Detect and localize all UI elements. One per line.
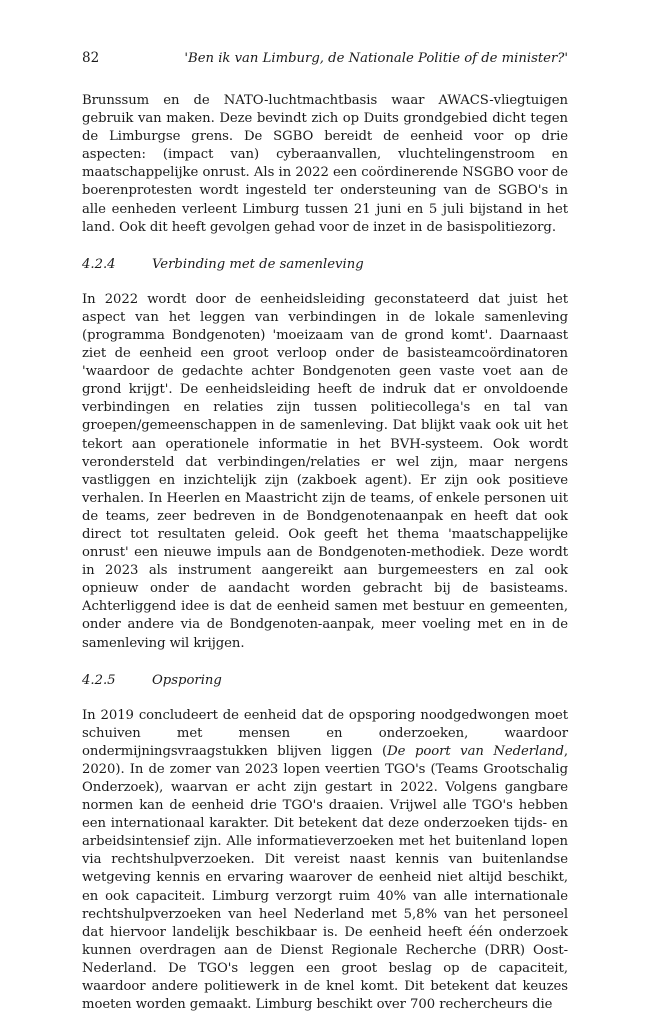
section-heading xyxy=(82,672,568,690)
paragraph: In 2022 wordt door de eenheidsleiding geconstateerd dat juist het aspect van het leggen van verbindingen in de lokale samenleving (programma Bondgenoten) 'moeizaam van de grond komt'. Daarnaast ziet de eenheid een groot verloop onder de basisteamcoördinatoren 'waardoor de gedachte achter Bondgenoten geen vaste voet aan de grond krijgt'. De eenheidsleiding heeft de indruk dat er onvoldoende verbindingen en relaties zijn tussen politiecollega's en tal van groepen/gemeenschappen in de samenleving. Dat blijkt vaak ook uit het tekort aan operationele informatie in het BVH-systeem. Ook wordt verondersteld dat verbindingen/relaties er wel zijn, maar nergens vastliggen en inzichtelijk zijn (zakboek agent). Er zijn ook positieve verhalen. In Heerlen en Maastricht zijn de teams, of enkele personen uit de teams, zeer bedreven in de Bondgenotenaanpak en heeft dat ook direct tot resultaten geleid. Ook geeft het thema 'maatschappelijke onrust' een nieuwe impuls aan de Bondgenoten-methodiek. Deze wordt in 2023 als instrument aangereikt aan burgemeesters en zal ook opnieuw onder de aandacht worden gebracht bij de basisteams. Achterliggend idee is dat de eenheid samen met bestuur en gemeenten, onder andere via de Bondgenoten-aanpak, meer voeling met en in de samenleving wil krijgen. xyxy=(82,291,568,651)
section-heading xyxy=(82,256,568,274)
section-title: Verbinding met de samenleving xyxy=(152,256,364,272)
section-number: 4.2.5 xyxy=(82,672,116,688)
page-number: 82 xyxy=(82,50,100,66)
paragraph xyxy=(82,707,568,1014)
running-title: 'Ben ik van Limburg, de Nationale Politie of de minister?' xyxy=(184,51,568,66)
page-header xyxy=(82,50,568,66)
paragraph-text: , 2020). In de zomer van 2023 lopen veertien TGO's (Teams Grootschalig Onderzoek), waarvan er acht zijn gestart in 2022. Volgens gangbare normen kan de eenheid drie TGO's draaien. Vrijwel alle TGO's hebben een internationaal karakter. Dit betekent dat deze onderzoeken tijds- en arbeidsintensief zijn. Alle informatieverzoeken met het buitenland lopen via rechtshulpverzoeken. Dit vereist naast kennis van buitenlandse wetgeving kennis en ervaring waarover de eenheid niet altijd beschikt, en ook capaciteit. Limburg verzorgt ruim 40% van alle internationale rechtshulpverzoeken van heel Nederland met 5,8% van het personeel dat hiervoor landelijk beschikbaar is. De eenheid heeft één onderzoek kunnen overdragen aan de Dienst Regionale Recherche (DRR) Oost-Nederland. De TGO's leggen een groot beslag op de capaciteit, waardoor andere politiewerk in de knel komt. Dit betekent dat keuzes moeten worden gemaakt. Limburg beschikt over 700 rechercheurs die xyxy=(82,743,569,1013)
citation-title: De poort van Nederland xyxy=(387,743,564,759)
paragraph-text: In 2019 concludeert de eenheid dat de opsporing noodgedwongen moet schuiven met mensen en onderzoeken, waardoor ondermijningsvraagstukken blijven liggen ( xyxy=(82,707,568,759)
section-number: 4.2.4 xyxy=(82,256,116,272)
section-title: Opsporing xyxy=(152,672,222,688)
page-body xyxy=(82,92,568,1014)
paragraph: Brunssum en de NATO-luchtmachtbasis waar AWACS-vliegtuigen gebruik van maken. Deze bevindt zich op Duits grondgebied dicht tegen de Limburgse grens. De SGBO bereidt de eenheid voor op drie aspecten: (impact van) cyberaanvallen, vluchtelingenstroom en maatschappelijke onrust. Als in 2022 een coördinerende NSGBO voor de boerenprotesten wordt ingesteld ter ondersteuning van de SGBO's in alle eenheden verleent Limburg tussen 21 juni en 5 juli bijstand in het land. Ook dit heeft gevolgen gehad voor de inzet in de basispolitiezorg. xyxy=(82,93,568,235)
